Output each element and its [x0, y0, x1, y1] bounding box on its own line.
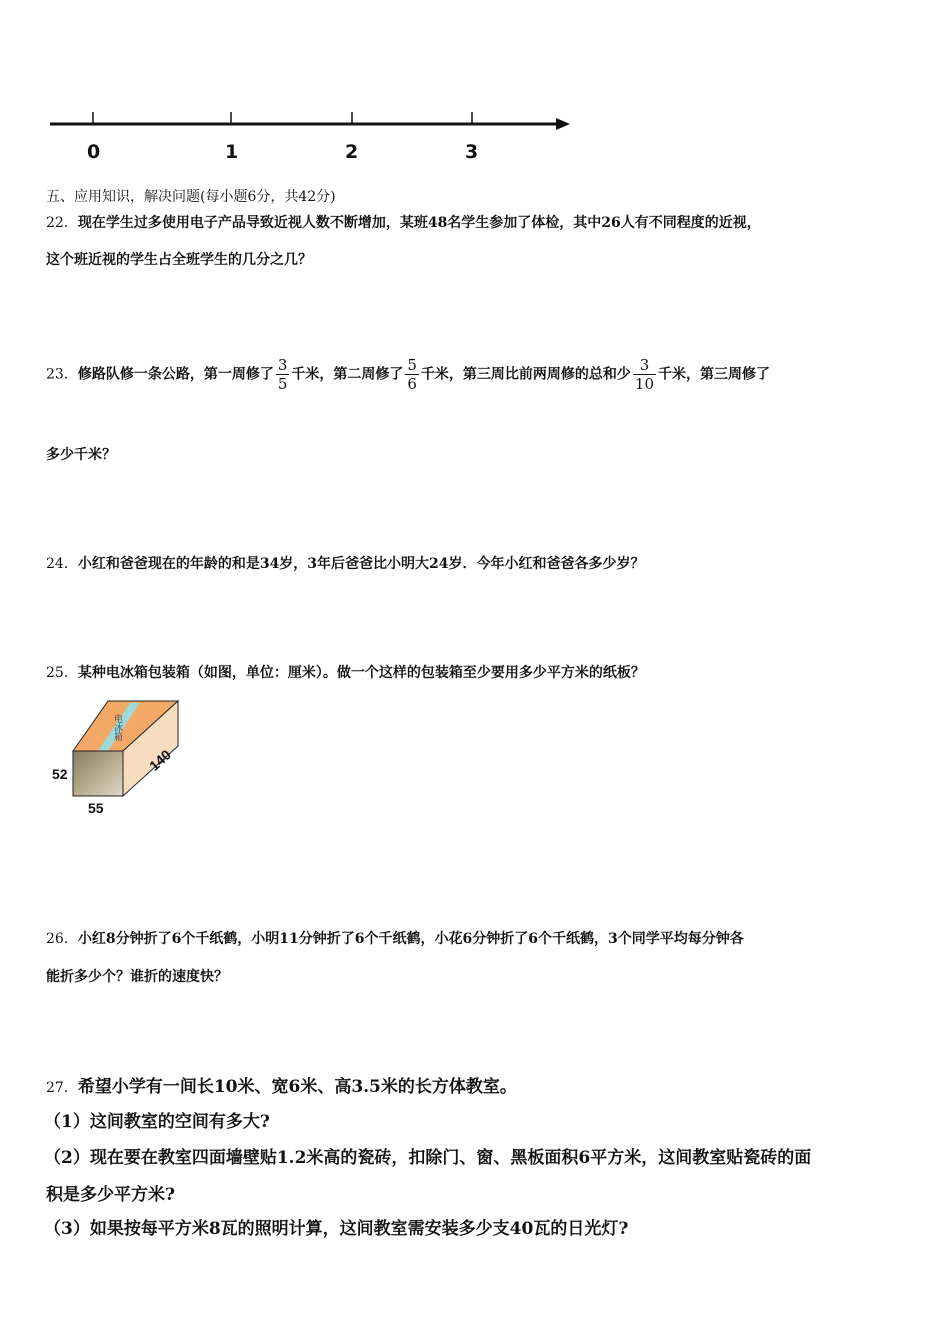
box-dim-width: 55	[88, 800, 104, 816]
q23-text-2: 千米，第二周修了	[291, 366, 404, 383]
q27-sub2b: 积是多少平方米?	[46, 1185, 175, 1205]
q26-number: 26．	[46, 931, 78, 947]
q26-line1	[46, 928, 744, 948]
q23-fraction-2	[405, 356, 419, 393]
q27-sub3: （3）如果按每平方米8瓦的照明计算，这间教室需安装多少支40瓦的日光灯?	[44, 1219, 629, 1239]
q23-line1	[46, 356, 770, 393]
q24-text: 小红和爸爸现在的年龄的和是34岁，3年后爸爸比小明大24岁．今年小红和爸爸各多少岁？	[77, 556, 645, 572]
box-dim-height: 52	[52, 766, 68, 782]
q23-text-3: 千米，第三周比前两周修的总和少	[420, 366, 631, 383]
q25-number: 25．	[46, 665, 78, 681]
number-line	[40, 100, 580, 140]
q23-fraction-3	[633, 356, 656, 393]
q22-number: 22．	[46, 215, 78, 231]
q22-text-1: 现在学生过多使用电子产品导致近视人数不断增加，某班48名学生参加了体检，其中26人有不同程度的近视，	[77, 215, 761, 231]
tick-label-3: 3	[465, 141, 479, 163]
box-label-text: 电冰箱	[113, 714, 123, 741]
q27-text-1: 希望小学有一间长10米、宽6米、高3.5米的长方体教室。	[77, 1077, 517, 1097]
q27-line1	[46, 1072, 517, 1097]
tick-label-2: 2	[345, 141, 359, 163]
q23-text-1: 修路队修一条公路，第一周修了	[77, 366, 274, 383]
tick-label-0: 0	[87, 141, 101, 163]
q24-number: 24．	[46, 556, 78, 572]
q23-line2: 多少千米？	[46, 447, 116, 463]
q25-text: 某种电冰箱包装箱（如图，单位：厘米）。做一个这样的包装箱至少要用多少平方米的纸板？	[77, 665, 645, 681]
q25-line	[46, 662, 645, 682]
number-line-arrow	[556, 118, 570, 130]
q23-text-4: 千米，第三周修了	[658, 366, 771, 383]
q22-line2: 这个班近视的学生占全班学生的几分之几？	[46, 252, 312, 268]
q23-fraction-1	[276, 356, 290, 393]
q23-fraction-3-den: 10	[634, 375, 655, 393]
q27-number: 27．	[46, 1080, 78, 1096]
tick-label-1: 1	[225, 141, 239, 163]
box-dim-length: 140	[146, 746, 175, 774]
q23-fraction-1-den: 5	[277, 375, 288, 393]
box-front-face	[73, 751, 123, 796]
q22-line1	[46, 212, 761, 232]
q23-fraction-2-den: 6	[407, 375, 417, 393]
q27-sub1: （1）这间教室的空间有多大?	[44, 1112, 270, 1132]
q26-line2: 能折多少个？谁折的速度快？	[46, 969, 228, 985]
q23-number: 23．	[46, 366, 78, 383]
q27-sub2a: （2）现在要在教室四面墙壁贴1.2米高的瓷砖，扣除门、窗、黑板面积6平方米，这间教室贴瓷砖的面	[44, 1148, 812, 1168]
q23-fraction-2-num: 5	[407, 356, 417, 374]
q23-fraction-1-num: 3	[277, 356, 288, 374]
q26-text-1: 小红8分钟折了6个千纸鹤，小明11分钟折了6个千纸鹤，小花6分钟折了6个千纸鹤，3个同学平均每分钟各	[77, 931, 744, 947]
section-title: 五、应用知识，解决问题(每小题6分，共42分)	[46, 189, 336, 205]
fridge-box-figure	[68, 696, 188, 806]
q23-fraction-3-num: 3	[633, 356, 656, 375]
q24-line	[46, 553, 645, 573]
